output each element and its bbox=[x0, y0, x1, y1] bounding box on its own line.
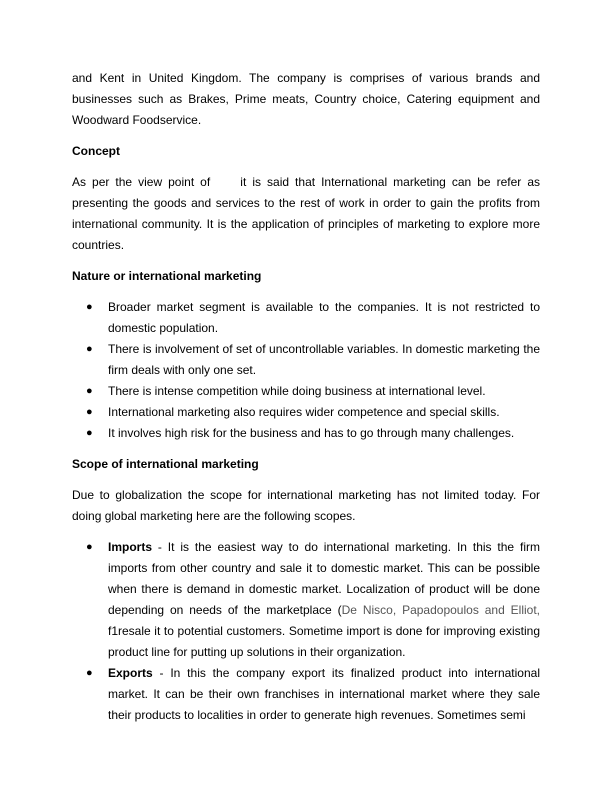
concept-heading: Concept bbox=[72, 144, 120, 158]
intro-paragraph: and Kent in United Kingdom. The company is comprises of various brands and businesses such as Brakes, Prime meats, Country choice, Catering equipment and Woodward Foodservice. bbox=[72, 71, 540, 127]
imports-term: Imports bbox=[108, 540, 153, 554]
exports-term: Exports bbox=[108, 666, 153, 680]
bullet-dot-icon: ● bbox=[86, 385, 93, 397]
bullet-dot-icon: ● bbox=[86, 427, 93, 439]
document-page bbox=[72, 68, 544, 736]
bullet-dot-icon: ● bbox=[86, 406, 93, 418]
scope-paragraph: Due to globalization the scope for international marketing has not limited today. For doing global marketing here are the following scopes. bbox=[72, 488, 540, 523]
list-item-text: There is involvement of set of uncontrollable variables. In domestic marketing the firm deals with only one set. bbox=[108, 342, 540, 377]
bullet-dot-icon: ● bbox=[86, 541, 93, 553]
scope-bullet-list bbox=[72, 537, 540, 726]
list-item-imports bbox=[72, 537, 540, 663]
list-item bbox=[72, 381, 540, 402]
nature-heading: Nature or international marketing bbox=[72, 269, 262, 283]
bullet-dot-icon: ● bbox=[86, 301, 93, 313]
concept-paragraph: As per the view point of it is said that International marketing can be refer as presenting the goods and services to the rest of work in order to gain the profits from international community. It is the application of principles of marketing to explore more countries. bbox=[72, 175, 544, 252]
list-item bbox=[72, 402, 540, 423]
nature-bullet-list bbox=[72, 297, 540, 444]
imports-text-after: f1resale it to potential customers. Sometime import is done for improving existing product line for putting up solutions in their organization. bbox=[108, 624, 540, 659]
imports-text: - It is the easiest way to do international marketing. In this the firm imports from other country and sale it to domestic market. This can be possible when there is demand in domestic market. Localization of product will be done depending on needs of the marketplace ( bbox=[108, 540, 540, 617]
list-item-text: Broader market segment is available to the companies. It is not restricted to domestic population. bbox=[108, 300, 540, 335]
bullet-dot-icon: ● bbox=[86, 343, 93, 355]
list-item-text: It involves high risk for the business and has to go through many challenges. bbox=[108, 426, 515, 440]
list-item-exports bbox=[72, 663, 540, 726]
list-item bbox=[72, 339, 540, 381]
imports-citation: De Nisco, Papadopoulos and Elliot, bbox=[341, 603, 540, 617]
list-item bbox=[72, 297, 540, 339]
bullet-dot-icon: ● bbox=[86, 667, 93, 679]
list-item-text: There is intense competition while doing business at international level. bbox=[108, 384, 486, 398]
exports-text: - In this the company export its finalized product into international market. It can be their own franchises in international market where they sale their products to localities in order to generate high revenues. Sometimes semi bbox=[108, 666, 540, 722]
list-item-text: International marketing also requires wider competence and special skills. bbox=[108, 405, 500, 419]
scope-heading: Scope of international marketing bbox=[72, 457, 259, 471]
list-item bbox=[72, 423, 540, 444]
